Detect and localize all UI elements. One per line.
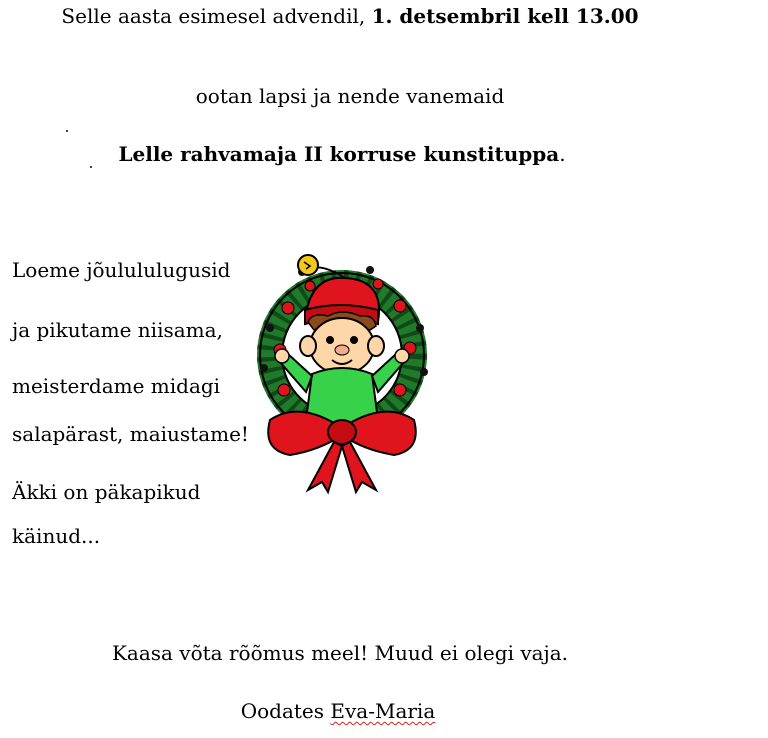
signature-name: Eva-Maria bbox=[330, 699, 436, 723]
location-line bbox=[0, 142, 692, 166]
signature-prefix: Oodates bbox=[240, 699, 331, 723]
event-date-time: 1. detsembril kell 13.00 bbox=[371, 4, 639, 28]
activity-line: Loeme jõulululugusid bbox=[12, 258, 231, 282]
stray-dot bbox=[90, 166, 92, 168]
christmas-elf-wreath-image bbox=[250, 250, 435, 495]
invite-line: ootan lapsi ja nende vanemaid bbox=[195, 84, 505, 108]
signature-line bbox=[0, 699, 688, 723]
location-place: Lelle rahvamaja II korruse kunstituppa bbox=[118, 142, 560, 166]
activity-line: meisterdame midagi bbox=[12, 374, 221, 398]
activity-line: salapärast, maiustame! bbox=[12, 422, 249, 446]
intro-line bbox=[0, 4, 700, 28]
intro-prefix: Selle aasta esimesel advendil, bbox=[61, 4, 372, 28]
closing-line: Kaasa võta rõõmus meel! Muud ei olegi vaja. bbox=[111, 641, 569, 665]
activity-line: ja pikutame niisama, bbox=[12, 318, 223, 342]
location-suffix: . bbox=[559, 142, 566, 166]
activity-line: käinud... bbox=[12, 524, 101, 548]
stray-dot bbox=[66, 130, 68, 132]
activity-line: Äkki on päkapikud bbox=[12, 480, 201, 504]
